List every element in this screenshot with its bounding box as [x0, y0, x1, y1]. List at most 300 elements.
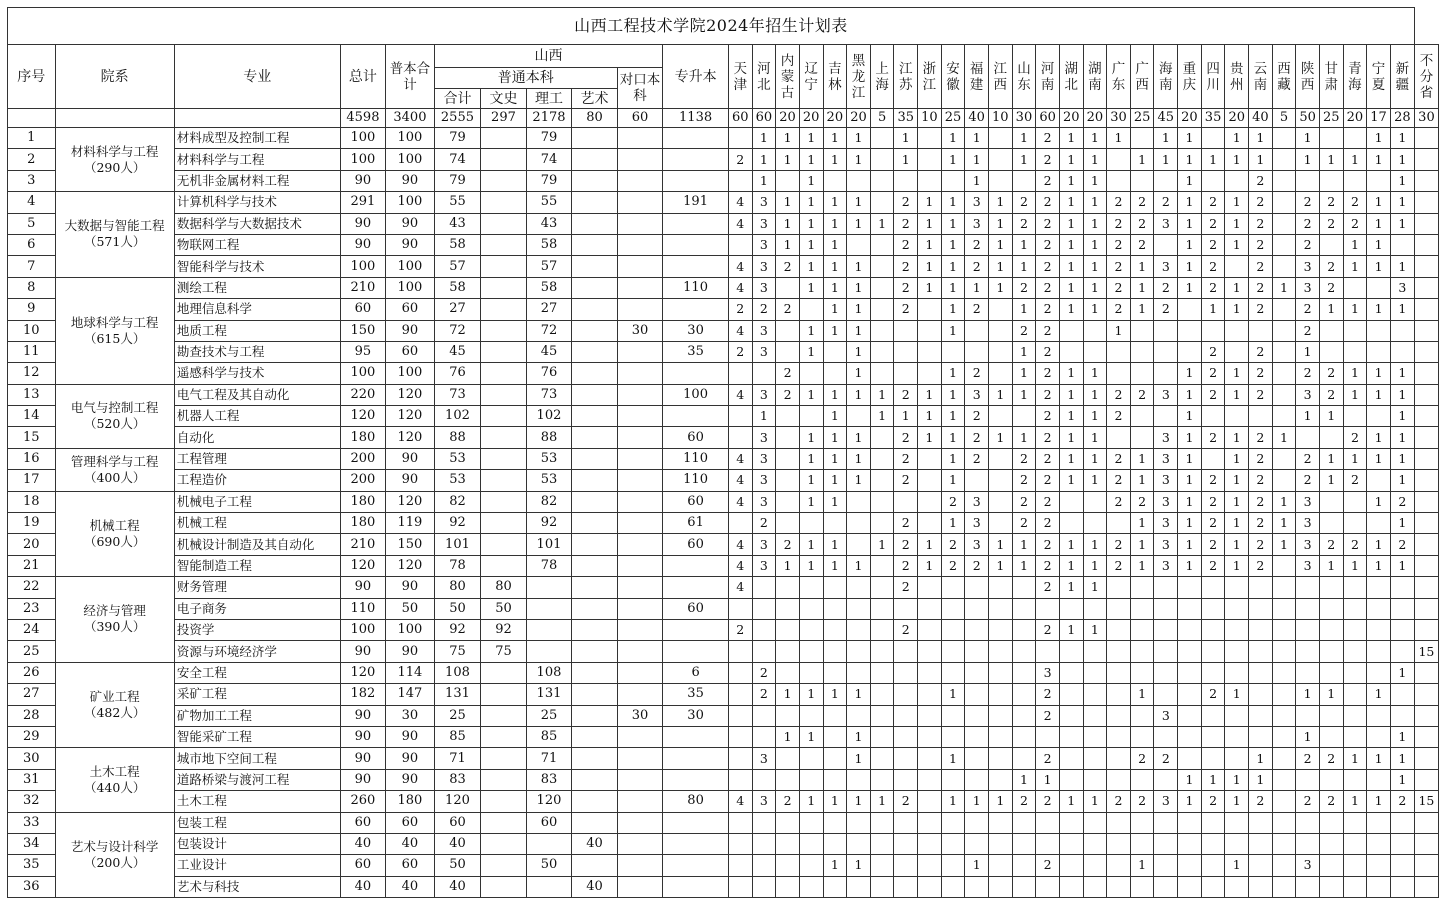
row-seq: 14 [8, 406, 56, 427]
row-yishu [572, 363, 618, 384]
row-heji: 78 [434, 555, 481, 576]
province-quota [1272, 662, 1296, 683]
province-quota [1296, 577, 1320, 598]
province-quota [1083, 491, 1107, 512]
department-cell [55, 128, 174, 192]
province-quota [728, 769, 752, 790]
province-quota [1343, 277, 1367, 298]
province-quota: 1 [1178, 192, 1202, 213]
province-quota [1154, 170, 1178, 191]
row-yishu [572, 277, 618, 298]
province-quota [799, 748, 823, 769]
province-quota: 3 [1296, 277, 1320, 298]
province-quota: 1 [941, 448, 965, 469]
row-zsb [663, 128, 729, 149]
province-quota [1225, 876, 1249, 897]
province-quota [1296, 705, 1320, 726]
province-quota: 1 [823, 299, 847, 320]
province-quota [728, 598, 752, 619]
province-quota [965, 833, 989, 854]
province-quota [1319, 491, 1343, 512]
table-row [8, 170, 1439, 191]
row-total: 110 [340, 598, 386, 619]
province-quota: 1 [1367, 448, 1391, 469]
province-quota [776, 427, 800, 448]
province-quota [1414, 213, 1438, 234]
row-benke: 180 [386, 791, 435, 812]
row-wenshi [481, 192, 527, 213]
row-ligong [526, 577, 572, 598]
totals-province-quota: 50 [1296, 109, 1320, 128]
row-heji: 83 [434, 769, 481, 790]
row-wenshi [481, 128, 527, 149]
province-quota [776, 769, 800, 790]
province-quota [1225, 641, 1249, 662]
province-quota [1012, 705, 1036, 726]
province-quota: 1 [870, 213, 894, 234]
province-quota: 3 [1296, 855, 1320, 876]
province-quota: 1 [918, 213, 942, 234]
province-quota [1296, 769, 1320, 790]
province-quota: 3 [965, 213, 989, 234]
province-quota [1059, 705, 1083, 726]
province-quota [1343, 726, 1367, 747]
province-quota [1225, 341, 1249, 362]
province-quota [776, 577, 800, 598]
province-quota: 2 [965, 427, 989, 448]
province-quota [1367, 470, 1391, 491]
province-quota [918, 513, 942, 534]
province-quota: 1 [918, 277, 942, 298]
row-duikou: 30 [617, 320, 663, 341]
row-wenshi [481, 726, 527, 747]
province-quota: 2 [1107, 491, 1131, 512]
province-quota [1130, 833, 1154, 854]
header-province: 广西 [1130, 45, 1154, 109]
row-ligong: 83 [526, 769, 572, 790]
province-quota [1296, 812, 1320, 833]
major-name: 工业设计 [174, 855, 340, 876]
province-quota [918, 320, 942, 341]
province-quota [1343, 833, 1367, 854]
province-quota [918, 363, 942, 384]
province-quota [1178, 812, 1202, 833]
province-quota: 1 [847, 470, 871, 491]
province-quota: 2 [1319, 256, 1343, 277]
province-quota: 1 [918, 534, 942, 555]
table-row [8, 598, 1439, 619]
province-quota [752, 619, 776, 640]
province-quota [988, 662, 1012, 683]
table-row [8, 684, 1439, 705]
province-quota [1319, 427, 1343, 448]
province-quota [1154, 641, 1178, 662]
row-total: 220 [340, 384, 386, 405]
province-quota [1130, 619, 1154, 640]
row-seq: 12 [8, 363, 56, 384]
province-quota: 1 [1225, 427, 1249, 448]
row-total: 100 [340, 128, 386, 149]
province-quota [847, 577, 871, 598]
province-quota: 1 [1178, 406, 1202, 427]
province-quota: 1 [1059, 427, 1083, 448]
province-quota: 1 [1083, 555, 1107, 576]
province-quota: 1 [776, 555, 800, 576]
province-quota: 1 [1083, 128, 1107, 149]
province-quota [1249, 577, 1273, 598]
province-quota: 1 [1367, 256, 1391, 277]
province-quota [1296, 170, 1320, 191]
province-quota: 1 [823, 192, 847, 213]
row-heji: 40 [434, 876, 481, 897]
province-quota: 1 [1012, 384, 1036, 405]
row-yishu [572, 662, 618, 683]
province-quota [965, 705, 989, 726]
province-quota: 1 [1012, 341, 1036, 362]
province-quota [1249, 641, 1273, 662]
province-quota: 3 [752, 256, 776, 277]
province-quota: 1 [1367, 791, 1391, 812]
province-quota: 1 [1225, 791, 1249, 812]
province-quota [1319, 513, 1343, 534]
row-zsb: 110 [663, 470, 729, 491]
province-quota: 3 [1154, 384, 1178, 405]
row-seq: 10 [8, 320, 56, 341]
province-quota: 3 [752, 470, 776, 491]
totals-seq-blank [8, 109, 56, 128]
province-quota [1390, 341, 1414, 362]
province-quota: 1 [823, 684, 847, 705]
province-quota [752, 363, 776, 384]
row-benke: 90 [386, 448, 435, 469]
province-quota: 2 [1130, 791, 1154, 812]
row-yishu [572, 491, 618, 512]
province-quota [941, 641, 965, 662]
province-quota [870, 192, 894, 213]
province-quota: 1 [1390, 213, 1414, 234]
province-quota: 1 [1343, 234, 1367, 255]
province-quota [988, 170, 1012, 191]
province-quota [988, 448, 1012, 469]
province-quota [988, 769, 1012, 790]
province-quota: 1 [847, 192, 871, 213]
major-name: 智能采矿工程 [174, 726, 340, 747]
province-quota: 1 [1225, 384, 1249, 405]
province-quota: 15 [1414, 641, 1438, 662]
province-quota: 2 [941, 491, 965, 512]
province-quota: 2 [894, 619, 918, 640]
province-quota: 2 [1107, 448, 1131, 469]
province-quota [1367, 170, 1391, 191]
province-quota: 1 [823, 791, 847, 812]
province-quota [1343, 320, 1367, 341]
row-duikou [617, 363, 663, 384]
table-row [8, 726, 1439, 747]
row-benke: 120 [386, 555, 435, 576]
province-quota: 2 [1036, 748, 1060, 769]
row-total: 90 [340, 213, 386, 234]
province-quota [1367, 406, 1391, 427]
province-quota: 1 [941, 748, 965, 769]
department-cell [55, 577, 174, 663]
province-quota: 1 [1178, 149, 1202, 170]
province-quota [823, 726, 847, 747]
province-quota [894, 726, 918, 747]
province-quota: 1 [1130, 534, 1154, 555]
table-row [8, 491, 1439, 512]
province-quota: 1 [1178, 791, 1202, 812]
row-heji: 27 [434, 299, 481, 320]
row-heji: 45 [434, 341, 481, 362]
province-quota: 1 [1107, 320, 1131, 341]
province-quota: 1 [1390, 726, 1414, 747]
row-total: 90 [340, 577, 386, 598]
row-heji: 25 [434, 705, 481, 726]
province-quota [1107, 833, 1131, 854]
province-quota [1059, 662, 1083, 683]
province-quota [1201, 598, 1225, 619]
province-quota: 1 [941, 427, 965, 448]
totals-province-quota: 40 [1249, 109, 1273, 128]
header-province: 黑龙江 [847, 45, 871, 109]
province-quota [941, 726, 965, 747]
province-quota: 2 [1036, 363, 1060, 384]
row-ligong: 85 [526, 726, 572, 747]
province-quota [941, 598, 965, 619]
row-duikou [617, 513, 663, 534]
province-quota: 1 [1178, 513, 1202, 534]
table-row [8, 363, 1439, 384]
province-quota: 2 [894, 577, 918, 598]
header-province: 安徽 [941, 45, 965, 109]
province-quota [941, 833, 965, 854]
row-wenshi [481, 812, 527, 833]
row-total: 120 [340, 662, 386, 683]
province-quota: 1 [1390, 448, 1414, 469]
province-quota [1414, 812, 1438, 833]
province-quota: 2 [1130, 192, 1154, 213]
table-row [8, 534, 1439, 555]
province-quota: 1 [1367, 192, 1391, 213]
province-quota: 1 [1249, 769, 1273, 790]
province-quota [1414, 705, 1438, 726]
province-quota: 1 [1367, 213, 1391, 234]
province-quota [1319, 705, 1343, 726]
province-quota [1272, 213, 1296, 234]
row-zsb: 35 [663, 684, 729, 705]
row-benke: 114 [386, 662, 435, 683]
row-seq: 32 [8, 791, 56, 812]
row-ligong [526, 598, 572, 619]
province-quota [1272, 555, 1296, 576]
row-zsb [663, 726, 729, 747]
province-quota [1178, 833, 1202, 854]
province-quota: 2 [1107, 299, 1131, 320]
row-duikou [617, 256, 663, 277]
province-quota [1296, 598, 1320, 619]
province-quota [1343, 170, 1367, 191]
province-quota [1390, 577, 1414, 598]
province-quota [1059, 769, 1083, 790]
province-quota: 1 [1083, 234, 1107, 255]
province-quota: 1 [1083, 619, 1107, 640]
row-seq: 26 [8, 662, 56, 683]
row-seq: 1 [8, 128, 56, 149]
header-province: 西藏 [1272, 45, 1296, 109]
province-quota [1367, 833, 1391, 854]
province-quota: 2 [1012, 213, 1036, 234]
province-quota [918, 684, 942, 705]
department-name: 电气与控制工程 [70, 400, 159, 416]
totals-heji: 2555 [434, 109, 481, 128]
province-quota [1414, 277, 1438, 298]
row-benke: 30 [386, 705, 435, 726]
province-quota [847, 812, 871, 833]
province-quota [776, 320, 800, 341]
row-seq: 22 [8, 577, 56, 598]
province-quota [1012, 577, 1036, 598]
row-seq: 2 [8, 149, 56, 170]
province-quota: 1 [1059, 170, 1083, 191]
table-row [8, 513, 1439, 534]
totals-province-quota: 20 [1343, 109, 1367, 128]
row-yishu [572, 513, 618, 534]
province-quota: 2 [1036, 534, 1060, 555]
province-quota: 3 [752, 791, 776, 812]
province-quota: 3 [752, 213, 776, 234]
totals-province-quota: 25 [941, 109, 965, 128]
row-zsb: 110 [663, 448, 729, 469]
row-duikou [617, 128, 663, 149]
province-quota [728, 812, 752, 833]
province-quota: 1 [1390, 470, 1414, 491]
province-quota [847, 705, 871, 726]
province-quota [918, 491, 942, 512]
province-quota: 1 [1296, 149, 1320, 170]
province-quota: 1 [799, 213, 823, 234]
province-quota [1414, 341, 1438, 362]
province-quota [870, 341, 894, 362]
row-heji: 53 [434, 470, 481, 491]
row-seq: 21 [8, 555, 56, 576]
province-quota: 1 [1178, 769, 1202, 790]
province-quota: 2 [1036, 791, 1060, 812]
header-province: 天津 [728, 45, 752, 109]
row-ligong: 53 [526, 470, 572, 491]
province-quota [1036, 726, 1060, 747]
province-quota [752, 577, 776, 598]
row-seq: 33 [8, 812, 56, 833]
province-quota: 2 [1130, 384, 1154, 405]
province-quota: 4 [728, 534, 752, 555]
row-zsb [663, 149, 729, 170]
province-quota: 1 [1130, 149, 1154, 170]
department-count: （290人） [83, 159, 146, 175]
province-quota: 1 [1059, 555, 1083, 576]
province-quota: 1 [1319, 555, 1343, 576]
table-title: 山西工程技术学院2024年招生计划表 [8, 8, 1415, 45]
province-quota [870, 448, 894, 469]
province-quota: 1 [1225, 448, 1249, 469]
province-quota [1107, 705, 1131, 726]
province-quota [847, 833, 871, 854]
province-quota: 1 [1012, 234, 1036, 255]
province-quota [1343, 684, 1367, 705]
province-quota [1249, 726, 1273, 747]
row-seq: 4 [8, 192, 56, 213]
province-quota [776, 619, 800, 640]
province-quota: 2 [1036, 684, 1060, 705]
totals-province-quota: 60 [752, 109, 776, 128]
province-quota [1130, 320, 1154, 341]
major-name: 包装工程 [174, 812, 340, 833]
row-benke: 40 [386, 876, 435, 897]
province-quota [918, 705, 942, 726]
header-ligong: 理工 [526, 89, 572, 109]
province-quota: 2 [1319, 277, 1343, 298]
province-quota [1390, 320, 1414, 341]
province-quota: 1 [823, 470, 847, 491]
province-quota [1414, 128, 1438, 149]
province-quota [799, 577, 823, 598]
province-quota: 1 [799, 427, 823, 448]
province-quota: 2 [1249, 234, 1273, 255]
province-quota [1130, 641, 1154, 662]
province-quota: 3 [752, 277, 776, 298]
totals-province-quota: 60 [728, 109, 752, 128]
province-quota [988, 299, 1012, 320]
province-quota [1154, 320, 1178, 341]
row-duikou [617, 598, 663, 619]
province-quota [918, 833, 942, 854]
province-quota: 1 [799, 470, 823, 491]
row-heji: 88 [434, 427, 481, 448]
province-quota [1178, 705, 1202, 726]
province-quota [1107, 363, 1131, 384]
province-quota: 1 [1343, 149, 1367, 170]
province-quota [1083, 662, 1107, 683]
province-quota [1414, 726, 1438, 747]
row-heji: 75 [434, 641, 481, 662]
province-quota: 2 [728, 149, 752, 170]
row-duikou [617, 791, 663, 812]
province-quota: 2 [1107, 277, 1131, 298]
province-quota [1367, 855, 1391, 876]
province-quota: 1 [1367, 748, 1391, 769]
province-quota [1225, 598, 1249, 619]
province-quota [1083, 748, 1107, 769]
row-duikou [617, 555, 663, 576]
province-quota: 2 [1012, 491, 1036, 512]
totals-duikou: 60 [617, 109, 663, 128]
province-quota [776, 448, 800, 469]
row-total: 100 [340, 149, 386, 170]
province-quota [752, 598, 776, 619]
province-quota [1272, 470, 1296, 491]
province-quota [847, 769, 871, 790]
row-ligong: 74 [526, 149, 572, 170]
province-quota [988, 812, 1012, 833]
province-quota [1201, 748, 1225, 769]
header-province: 云南 [1249, 45, 1273, 109]
row-duikou [617, 234, 663, 255]
province-quota: 3 [1390, 277, 1414, 298]
row-total: 90 [340, 234, 386, 255]
row-yishu [572, 406, 618, 427]
row-wenshi [481, 491, 527, 512]
province-quota [1296, 876, 1320, 897]
province-quota: 1 [823, 448, 847, 469]
